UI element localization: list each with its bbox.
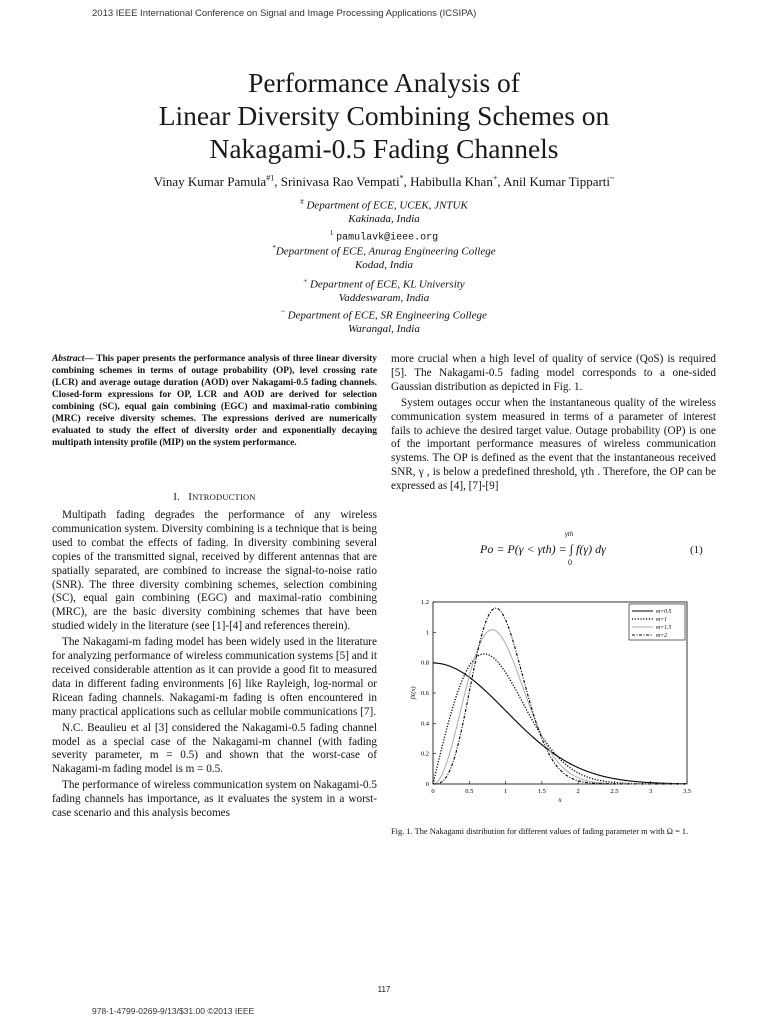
author-name: Anil Kumar Tipparti [503, 174, 611, 189]
affiliation-place: Kakinada, India [348, 213, 420, 226]
y-tick-label: 0 [425, 781, 429, 788]
body-paragraph: N.C. Beaulieu et al [3] considered the Nakagami-0.5 fading channel model as a special case of the Nakagami-m channel (with fading severity parameter, m = 0.5) and shown that the worst-case of Nakagami-m fading model is m = 0.5. [52, 721, 377, 776]
affiliation-mark: * [272, 244, 276, 252]
author-mark: + [492, 173, 498, 183]
section-title-rest: NTRODUCTION [192, 492, 256, 502]
y-tick-label: 0.4 [420, 720, 429, 728]
affiliation [0, 306, 768, 337]
affiliation-dept: Department of ECE, UCEK, JNTUK [306, 199, 468, 212]
copyright-footer: 978-1-4799-0269-9/13/$31.00 ©2013 IEEE [92, 1006, 255, 1016]
author-email: pamulavk@ieee.org [336, 232, 439, 244]
section-number: I. [173, 492, 180, 503]
affiliation-mark: ~ [281, 308, 285, 316]
y-tick-label: 0.2 [420, 750, 429, 758]
affiliation [0, 275, 768, 306]
y-tick-label: 0.6 [420, 690, 429, 697]
author-mark: ~ [610, 173, 615, 183]
body-paragraph: The performance of wireless communication system on Nakagami-0.5 fading channels has importance, as it evaluates the system in a worst-case scenario and this analysis becomes [52, 779, 378, 820]
x-tick-label: 2 [576, 788, 580, 795]
right-column-body [391, 353, 716, 496]
figure-caption: Fig. 1. The Nakagami distribution for different values of fading parameter m with Ω = 1. [391, 827, 689, 836]
author-name: Srinivasa Rao Vempati [280, 174, 400, 189]
equation-number: (1) [690, 544, 703, 556]
series-line-m=1.5 [433, 630, 687, 784]
legend-label: m=0.5 [656, 609, 672, 615]
abstract-label: Abstract [52, 354, 85, 364]
legend-label: m=1.5 [656, 625, 672, 631]
author-list: Vinay Kumar Pamula$^{\#1}$, Srinivasa Rao Vempati*, Habibulla Khan+, Anil Kumar Tipparti~ [153, 173, 615, 189]
affiliation-place: Warangal, India [348, 323, 420, 336]
paper-title [0, 66, 768, 165]
y-tick-label: 0.8 [420, 659, 429, 667]
title-line: Performance Analysis of [248, 67, 520, 98]
body-paragraph: more crucial when a high level of quality of service (QoS) is required [5]. The Nakagami-0.5 fading model corresponds to a one-sided Gaussian distribution as depicted in Fig. 1. [391, 353, 716, 393]
nakagami-pdf-chart [405, 594, 705, 809]
legend-label: m=1 [656, 617, 667, 623]
integral-lower-limit: 0 [568, 558, 572, 567]
affiliation-place: Kodad, India [354, 259, 414, 272]
affiliation-dept: Department of ECE, Anurag Engineering College [275, 245, 496, 258]
affiliation-mark: + [303, 277, 308, 285]
section-heading [52, 492, 377, 503]
title-line: Linear Diversity Combining Schemes on [158, 100, 610, 131]
author-name: Habibulla Khan [410, 174, 493, 189]
x-tick-label: 3.5 [682, 788, 692, 795]
abstract [52, 353, 377, 449]
y-axis-label: fX(x) [410, 686, 417, 700]
affiliation-dept: Department of ECE, SR Engineering College [287, 309, 487, 322]
affiliation-place: Vaddeswaram, India [338, 292, 430, 305]
left-column-body [52, 509, 377, 823]
y-tick-label: 1 [425, 629, 429, 637]
x-tick-label: 0.5 [465, 788, 474, 795]
body-paragraph: Multipath fading degrades the performance of any wireless communication system. Diversity combining is a technique that is being used to combat the effects of fading. In diversity combining several copies of the transmitted signal, received by different antennas that are spatially separated, are combined to increase the signal-to-noise ratio (SNR). The three diversity combining schemes, selection combining (SC), equal gain combining (EGC) and maximal-ratio combining (MRC), are the basic diversity combining schemes that have been studied widely in the literature (see [1]-[4] and references therein). [52, 509, 377, 633]
body-paragraph: The Nakagami-m fading model has been widely used in the literature for analyzing performance of wireless communication systems [5] and it received considerable attention as it can provide a good fit to measured data in different fading environments [6] like Rayleigh, log-normal or Ricean fading channels. Nakagami-m fading is often encountered in many practical applications such as cellular mobile communications [7]. [52, 636, 377, 718]
x-tick-label: 1.5 [537, 788, 546, 795]
affiliation-mark: # [300, 198, 304, 206]
x-tick-label: 2.5 [610, 788, 619, 795]
section-title-initial: I [188, 492, 193, 503]
affiliation [0, 242, 768, 273]
body-paragraph: System outages occur when the instantaneous quality of the wireless communication system measured in terms of a parameter of interest fails to achieve the desired target value. Outage probability (OP) is one of the important performance measures of wireless communication systems. The OP is defined as the event that the instantaneous received SNR, γ , is below a predefined threshold, γth . Therefore, the OP can be expressed as [4], [7]-[9] [391, 396, 716, 493]
author-name: Vinay Kumar Pamula [153, 174, 267, 189]
affiliation [0, 196, 768, 245]
author-mark: * [399, 173, 404, 183]
author-mark: #1 [266, 173, 275, 183]
x-axis-label: x [558, 796, 562, 804]
integral-upper-limit: γth [565, 530, 574, 538]
y-tick-label: 1.2 [420, 599, 429, 606]
series-line-m=0.5 [433, 663, 687, 784]
email-mark: 1 [329, 228, 334, 237]
equation-body: Po = P(γ < γth) = ∫ f(γ) dγ [480, 542, 606, 556]
x-tick-label: 3 [649, 788, 653, 795]
legend-label: m=2 [656, 633, 667, 639]
x-tick-label: 0 [431, 788, 435, 795]
x-tick-label: 1 [503, 788, 508, 795]
affiliation-dept: Department of ECE, KL University [309, 278, 465, 291]
abstract-text: — This paper presents the performance analysis of three linear diversity combining schemes in terms of outage probability (OP), level crossing rate (LCR) and average outage duration (AOD) over Nakagami-0.5 fading channels. Closed-form expressions for OP, LCR and AOD are derived for selection combining (SC), equal gain combining (EGC) and maximal-ratio combining (MRC) receive diversity schemes. The expressions derived are numerically evaluated to study the effect of diversity order and exponentially decaying multipath intensity profile (MIP) on the system performance. [52, 354, 377, 449]
conference-header: 2013 IEEE International Conference on Signal and Image Processing Applications (ICSIPA) [92, 8, 477, 19]
title-line: Nakagami-0.5 Fading Channels [209, 133, 559, 164]
page-number: 117 [377, 985, 391, 994]
